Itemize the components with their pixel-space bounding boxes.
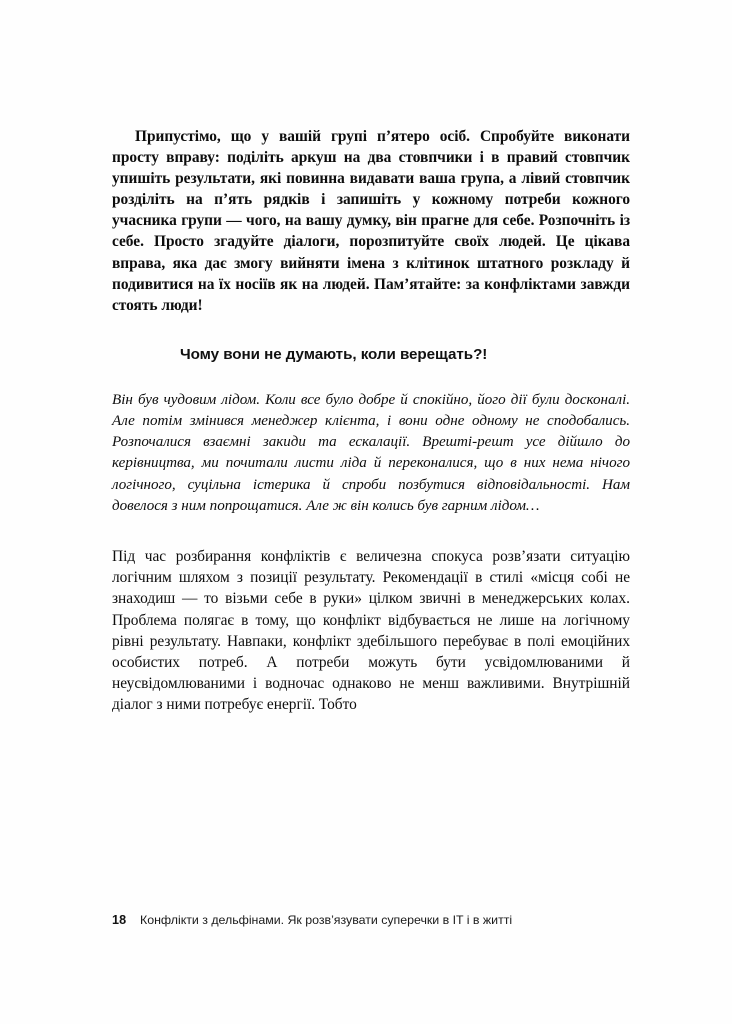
running-footer: [112, 912, 632, 928]
body-block: [112, 546, 630, 716]
story-paragraph: Він був чудовим лідом. Коли все було добре й спокійно, його дії були досконалі. Але потім змінився менеджер клієнта, і вони одне одному не сподобались. Розпочалися взаємні закиди та ескалації. Врешті-решт усе дійшло до керівництва, ми почитали листи ліда й переконалися, що в них нема нічого логічного, суцільна істерика й спроби позбутися відповідальності. Нам довелося з ним попрощатися. Але ж він колись був гарним лідом…: [112, 391, 630, 514]
page-number: 18: [112, 913, 127, 927]
section-heading-block: [112, 345, 630, 365]
body-paragraph: Під час розбирання конфліктів є величезна спокуса розв’язати ситуацію логічним шляхом з позиції результату. Рекомендації в стилі «місця собі не знаходиш — то візьми себе в руки» цілком звичні в менеджерських колах. Проблема полягає в тому, що конфлікт відбувається не лише на логічному рівні результату. Навпаки, конфлікт здебільшого перебуває в полі емоційних особистих потреб. А потреби можуть бути усвідомлюваними й неусвідомлюваними і водночас однаково не менш важливими. Внутрішній діалог з ними потребує енергії. Тобто: [112, 548, 630, 714]
section-heading: Чому вони не думають, коли верещать?!: [180, 345, 488, 363]
lead-paragraph: Припустімо, що у вашій групі п’ятеро осіб. Спробуйте виконати просту вправу: поділіть аркуш на два стовпчики і в правий стовпчик упишіть результати, які повинна видавати ваша група, а лівий стовпчик розділіть на п’ять рядків і запишіть у кожному потреби кожного учасника групи — чого, на вашу думку, він прагне для себе. Розпочніть із себе. Просто згадуйте діалоги, порозпитуйте своїх людей. Це цікава вправа, яка дає змогу вийняти імена з клітинок штатного розкладу й подивитися на їх носіїв як на людей. Пам’ятайте: за конфліктами завжди стоять люди!: [112, 128, 630, 314]
story-block: [112, 390, 630, 517]
footer-book-title: Конфлікти з дельфінами. Як розв’язувати суперечки в IT і в житті: [140, 913, 513, 927]
page-content: [112, 126, 630, 716]
